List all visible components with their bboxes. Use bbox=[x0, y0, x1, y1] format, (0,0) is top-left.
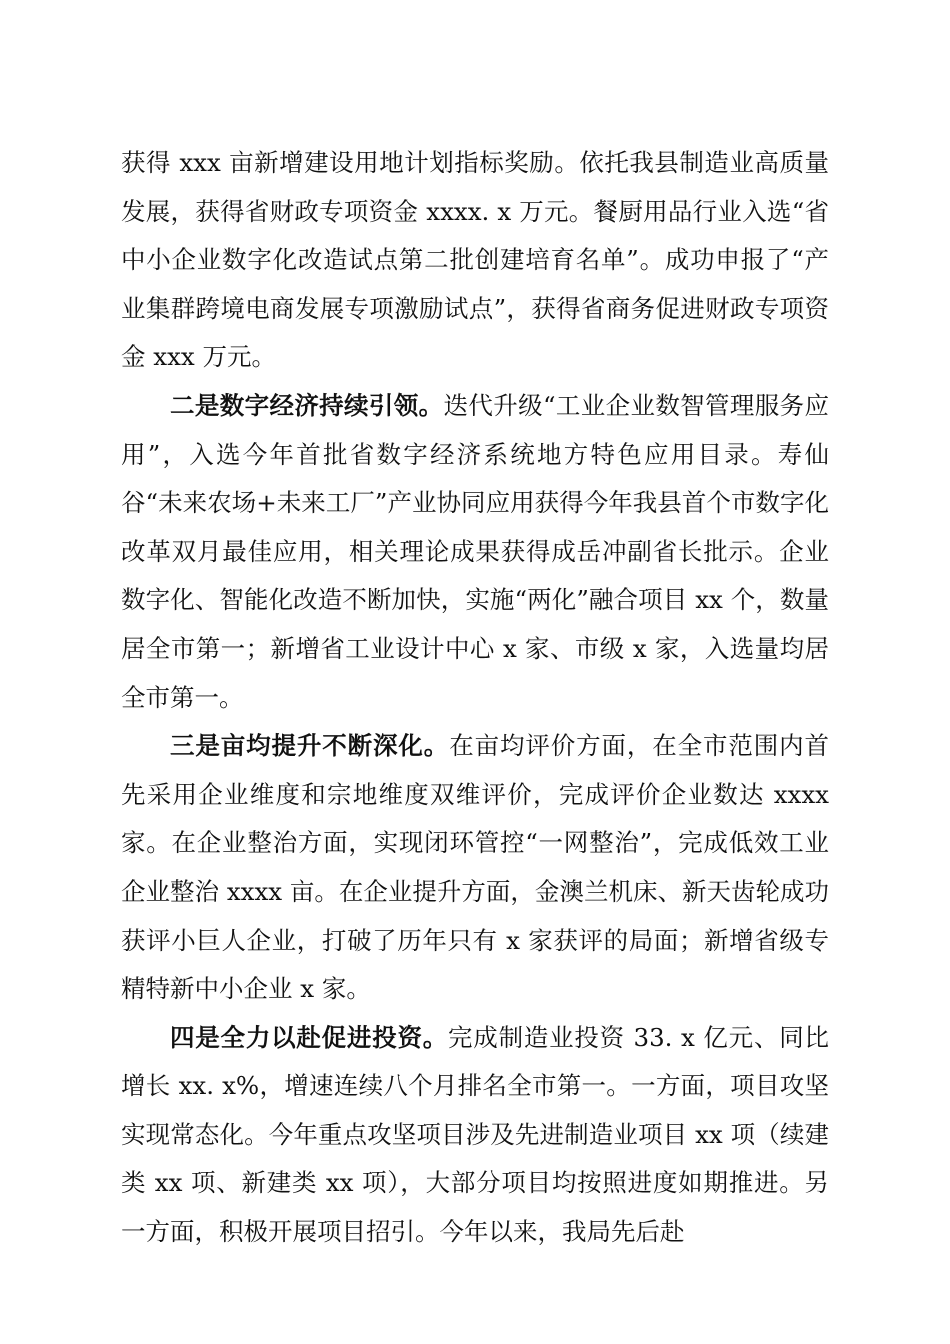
document-body bbox=[121, 139, 829, 1257]
paragraph-continued bbox=[121, 139, 829, 382]
paragraph-4-text: 完成制造业投资 33. x 亿元、同比增长 xx. x%，增速连续八个月排名全市第一。一方面，项目攻坚实现常态化。今年重点攻坚项目涉及先进制造业项目 xx 项（续建类 xx 项、新建类 xx 项），大部分项目均按照进度如期推进。另一方面，积极开展项目招引。今年以来，我局先后赴 bbox=[121, 1022, 829, 1247]
paragraph-digital-economy bbox=[121, 382, 829, 722]
paragraph-per-mu-improvement bbox=[121, 722, 829, 1014]
paragraph-1-text: 获得 xxx 亩新增建设用地计划指标奖励。依托我县制造业高质量发展，获得省财政专项资金 xxxx. x 万元。餐厨用品行业入选“省中小企业数字化改造试点第二批创建培育名单”。成功申报了“产业集群跨境电商发展专项激励试点”，获得省商务促进财政专项资金 xxx 万元。 bbox=[121, 148, 829, 372]
paragraph-investment bbox=[121, 1014, 829, 1257]
paragraph-4-lead: 四是全力以赴促进投资。 bbox=[170, 1022, 449, 1052]
paragraph-3-text: 在亩均评价方面，在全市范围内首先采用企业维度和宗地维度双维评价，完成评价企业数达 xxxx 家。在企业整治方面，实现闭环管控“一网整治”，完成低效工业企业整治 xxxx 亩。在企业提升方面，金澳兰机床、新天齿轮成功获评小巨人企业，打破了历年只有 x 家获评的局面；新增省级专精特新中小企业 x 家。 bbox=[121, 731, 830, 1004]
paragraph-2-lead: 二是数字经济持续引领。 bbox=[170, 390, 444, 420]
paragraph-2-text: 迭代升级“工业企业数智管理服务应用”，入选今年首批省数字经济系统地方特色应用目录。寿仙谷“未来农场+未来工厂”产业协同应用获得今年我县首个市数字化改革双月最佳应用，相关理论成果获得成岳冲副省长批示。企业数字化、智能化改造不断加快，实施“两化”融合项目 xx 个，数量居全市第一；新增省工业设计中心 x 家、市级 x 家，入选量均居全市第一。 bbox=[121, 390, 830, 712]
paragraph-3-lead: 三是亩均提升不断深化。 bbox=[170, 731, 450, 761]
